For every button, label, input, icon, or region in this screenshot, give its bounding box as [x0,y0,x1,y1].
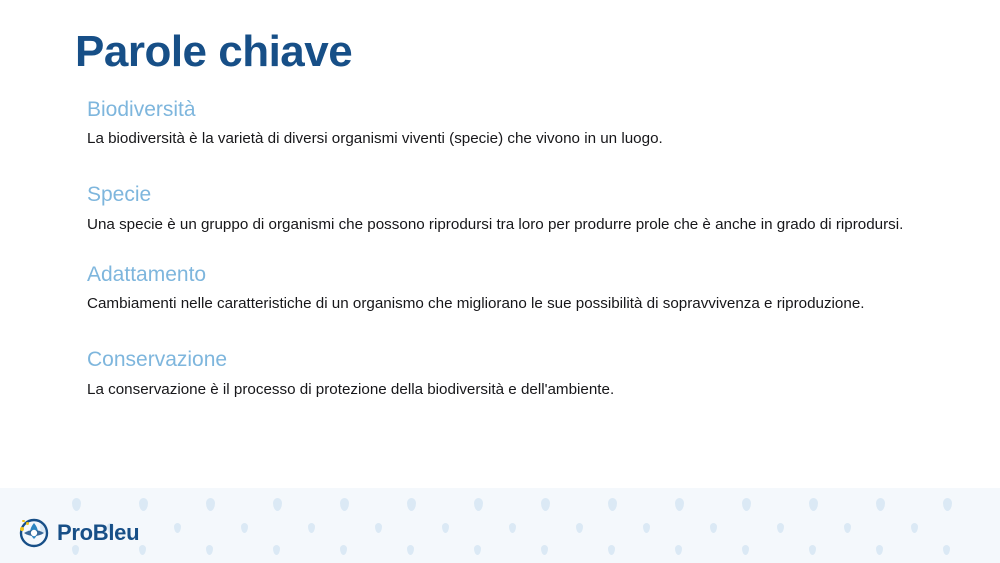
droplet-icon [777,523,784,533]
keyword-entry [87,96,917,149]
droplet-icon [576,523,583,533]
droplet-icon [943,545,950,555]
logo-text: ProBleu [57,520,140,545]
droplet-icon [608,498,617,511]
droplet-icon [241,523,248,533]
droplet-icon [273,498,282,511]
keyword-term: Adattamento [87,262,207,286]
droplet-icon [509,523,516,533]
brand-logo [18,517,139,549]
droplet-icon [742,498,751,511]
droplet-icon [541,498,550,511]
droplet-icon [608,545,615,555]
droplet-icon [643,523,650,533]
droplet-icon [742,545,749,555]
keyword-definition: Cambiamenti nelle caratteristiche di un organismo che migliorano le sue possibilità di sopravvivenza e riproduzione. [87,295,865,313]
sparkle-icon [20,515,38,533]
droplet-icon [340,498,349,511]
droplet-icon [375,523,382,533]
logo-mark-icon [18,517,50,549]
droplet-icon [206,498,215,511]
droplet-decoration [0,488,1000,563]
droplet-icon [308,523,315,533]
droplet-icon [675,545,682,555]
keyword-term: Specie [87,183,152,207]
droplet-icon [340,545,347,555]
keyword-entry [87,181,917,234]
keyword-definition: La biodiversità è la varietà di diversi organismi viventi (specie) che vivono in un luogo. [87,130,663,148]
droplet-icon [844,523,851,533]
keyword-term: Biodiversità [87,98,196,121]
droplet-icon [876,545,883,555]
droplet-icon [710,523,717,533]
droplet-icon [72,498,81,511]
keyword-entry [87,261,917,314]
footer-band [0,488,1000,563]
keyword-term: Conservazione [87,348,228,372]
droplet-icon [809,498,818,511]
droplet-icon [206,545,213,555]
droplet-icon [407,498,416,511]
droplet-icon [943,498,952,511]
droplet-icon [809,545,816,555]
droplet-icon [174,523,181,533]
keyword-definition: Una specie è un gruppo di organismi che possono riprodursi tra loro per produrre prole che è anche in grado di riprodursi. [87,215,904,233]
droplet-icon [911,523,918,533]
keyword-list [87,96,917,400]
droplet-icon [876,498,885,511]
droplet-icon [139,545,146,555]
droplet-icon [442,523,449,533]
droplet-icon [474,545,481,555]
keyword-entry [87,346,917,399]
droplet-icon [139,498,148,511]
droplet-icon [474,498,483,511]
keyword-definition: La conservazione è il processo di protezione della biodiversità e dell'ambiente. [87,380,615,398]
droplet-icon [541,545,548,555]
page-title: Parole chiave [75,27,353,76]
droplet-icon [407,545,414,555]
droplet-icon [675,498,684,511]
droplet-icon [273,545,280,555]
